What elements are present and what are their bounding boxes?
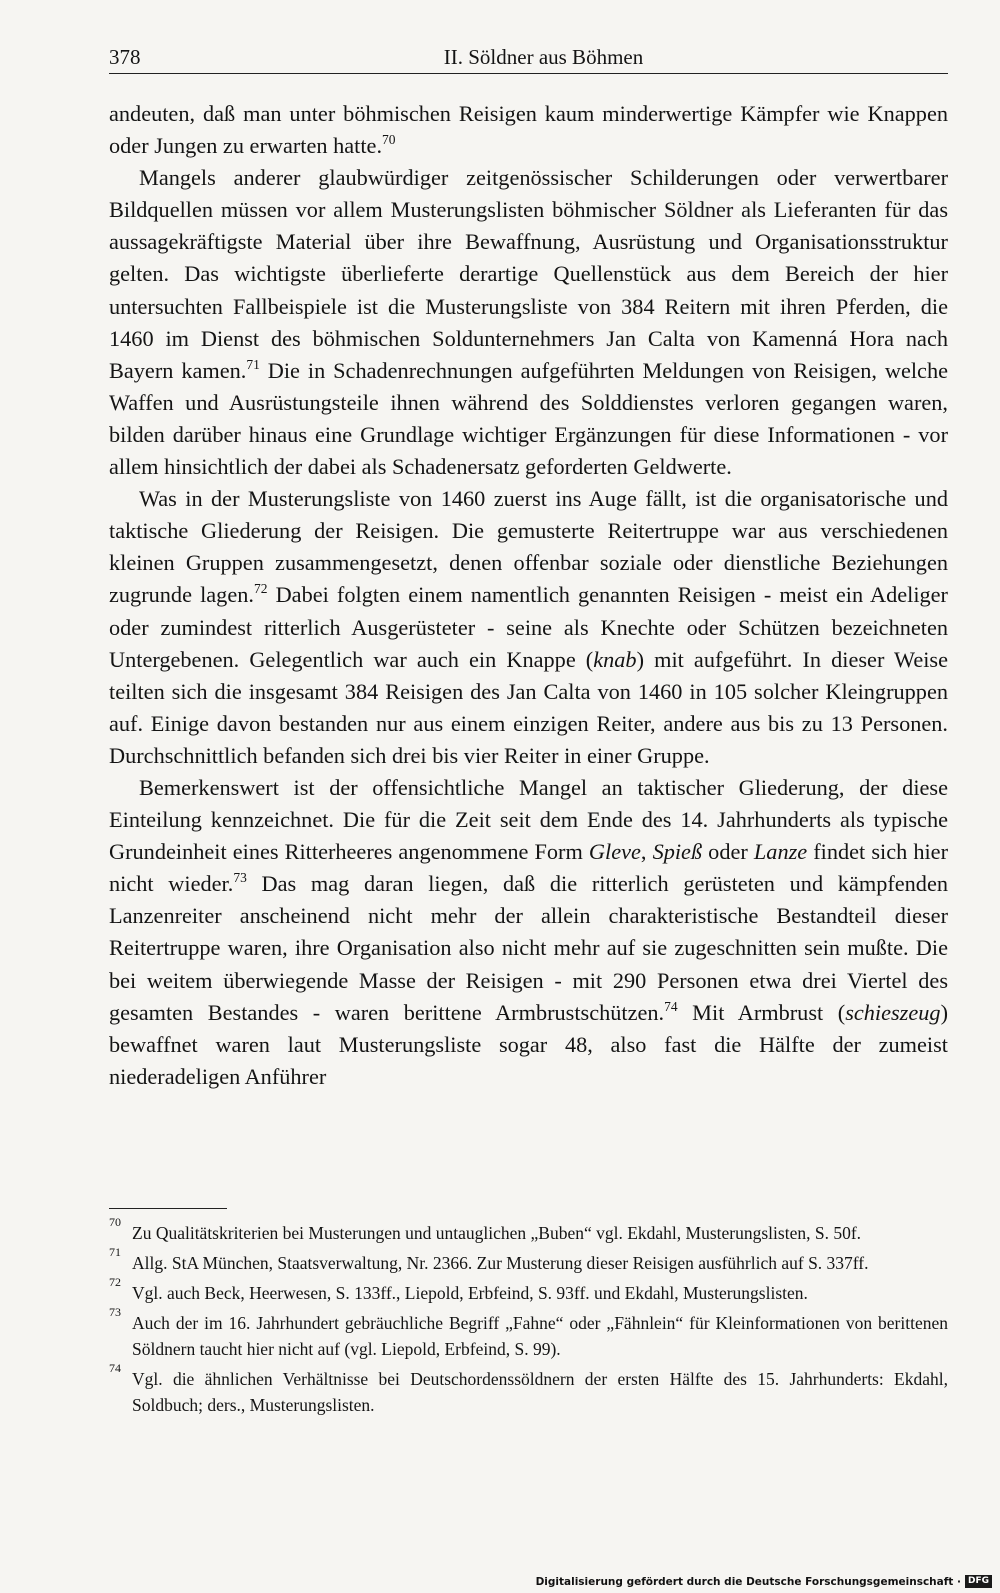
footnote [109,1215,948,1246]
text-run: Dabei folgten einem namentlich genannten Reisigen - meist ein Adeliger oder zumindest ritterlich Ausgerüsteter - seine als Knechte oder Schützen bezeichneten Untergebenen. Gelegentlich war auch ein Knappe ( [109,582,948,672]
text-run: Was in der Musterungsliste von 1460 zuerst ins Auge fällt, ist die organisatorische und taktische Gliederung der Reisigen. Die gemusterte Reitertruppe war aus verschiedenen kleinen Gruppen zusammengesetzt, denen offenbar soziale oder dienstliche Beziehungen zugrunde lagen. [109,486,948,608]
body-text [109,98,948,1093]
footnote-number: 74 [109,1361,121,1375]
text-run: andeuten, daß man unter böhmischen Reisigen kaum minderwertige Kämpfer wie Knappen oder Jungen zu erwarten hatte. [109,101,948,159]
dfg-logo: DFG [965,1575,992,1588]
footnote-ref: 72 [253,581,268,597]
text-run: Bemerkenswert ist der offensichtliche Mangel an taktischer Gliederung, der diese Einteilung kennzeichnet. Die für die Zeit seit dem Ende des 14. Jahrhunderts als typische Grundeinheit eines Ritterheeres angenommene Form [109,774,948,865]
paragraph-4 [109,772,948,1093]
footnote-ref: 73 [233,870,247,886]
italic-term: Lanze [753,839,808,865]
footnote [109,1275,948,1306]
text-run: Das mag daran liegen, daß die ritterlich gerüsteten und kämpfenden Lanzenreiter anscheinend nicht mehr der allein charakteristische Bestandteil dieser Reitertruppe waren, ihre Organisation also nicht mehr auf sie zugeschnitten sein mußte. Die bei weitem überwiegende Masse der Reisigen - mit 290 Personen etwa drei Viertel des gesamten Bestandes - waren berittene Armbrustschützen. [109,871,949,1025]
digitization-text: Digitalisierung gefördert durch die Deutsche Forschungsgemeinschaft · [535,1575,961,1588]
page-header [109,42,948,72]
footnote-text: Vgl. auch Beck, Heerwesen, S. 133ff., Liepold, Erbfeind, S. 93ff. und Ekdahl, Musterungslisten. [132,1283,808,1303]
running-title: II. Söldner aus Böhmen [443,45,644,69]
text-run: ) mit aufgeführt. In dieser Weise teilten sich die insgesamt 384 Reisigen des Jan Calta von 1460 in 105 solcher Kleingruppen auf. Einige davon bestanden nur aus einem einzigen Reiter, andere aus bis zu 13 Personen. Durchschnittlich befanden sich drei bis vier Reiter in einer Gruppe. [109,646,948,768]
italic-term: Spieß [652,839,703,865]
footnote-text: Auch der im 16. Jahrhundert gebräuchliche Begriff „Fahne“ oder „Fähnlein“ für Kleinformationen von berittenen Söldnern taucht hier nicht auf (vgl. Liepold, Erbfeind, S. 99). [132,1313,948,1359]
footnote-ref: 71 [246,356,260,372]
italic-term: schieszeug [845,999,941,1025]
footnote [109,1305,948,1362]
italic-term: Gleve [588,839,641,865]
footnote-ref: 70 [382,132,396,148]
footnote [109,1245,948,1276]
footnotes [109,1215,948,1422]
digitization-credit [536,1575,992,1588]
footnote-ref: 74 [664,998,678,1014]
paragraph-3 [109,483,948,772]
footnote-rule [109,1208,227,1209]
paragraph-1 [109,98,948,162]
footnote-text: Allg. StA München, Staatsverwaltung, Nr. 2366. Zur Musterung dieser Reisigen ausführlich auf S. 337ff. [132,1253,869,1273]
italic-term: knab [593,646,637,672]
text-run: Mit Armbrust ( [677,999,846,1025]
text-run: ) bewaffnet waren laut Musterungsliste sogar 48, also fast die Hälfte der zumeist niederadeligen Anführer [109,999,948,1089]
text-run: findet sich hier nicht wieder. [109,839,948,897]
text-run: oder [702,839,754,865]
footnote-text: Vgl. die ähnlichen Verhältnisse bei Deutschordenssöldnern der ersten Hälfte des 15. Jahrhunderts: Ekdahl, Soldbuch; ders., Musterungslisten. [132,1369,948,1415]
paragraph-2 [109,162,948,483]
footnote [109,1361,948,1418]
footnote-number: 73 [109,1305,121,1319]
footnote-number: 72 [109,1275,121,1289]
footnote-text: Zu Qualitätskriterien bei Musterungen und untauglichen „Buben“ vgl. Ekdahl, Musterungslisten, S. 50f. [132,1223,862,1243]
footnote-number: 70 [109,1215,121,1229]
text-run: , [640,839,653,865]
footnote-number: 71 [109,1245,121,1259]
page-number: 378 [109,45,141,69]
text-run: Mangels anderer glaubwürdiger zeitgenössischer Schilderungen oder verwertbarer Bildquellen müssen vor allem Musterungslisten böhmischer Söldner als Lieferanten für das aussagekräftigste Material über ihre Bewaffnung, Ausrüstung und Organisationsstruktur gelten. Das wichtigste überlieferte derartige Quellenstück aus dem Bereich der hier untersuchten Fallbeispiele ist die Musterungsliste von 384 Reitern mit ihren Pferden, die 1460 im Dienst des böhmischen Soldunternehmers Jan Calta von Kamenná Hora nach Bayern kamen. [109,165,948,383]
text-run: Die in Schadenrechnungen aufgeführten Meldungen von Reisigen, welche Waffen und Ausrüstungsteile ihnen während des Solddienstes verloren gegangen waren, bilden darüber hinaus eine Grundlage wichtiger Ergänzungen für diese Informationen - vor allem hinsichtlich der dabei als Schadenersatz geforderten Geldwerte. [109,357,948,480]
header-rule [109,73,948,74]
